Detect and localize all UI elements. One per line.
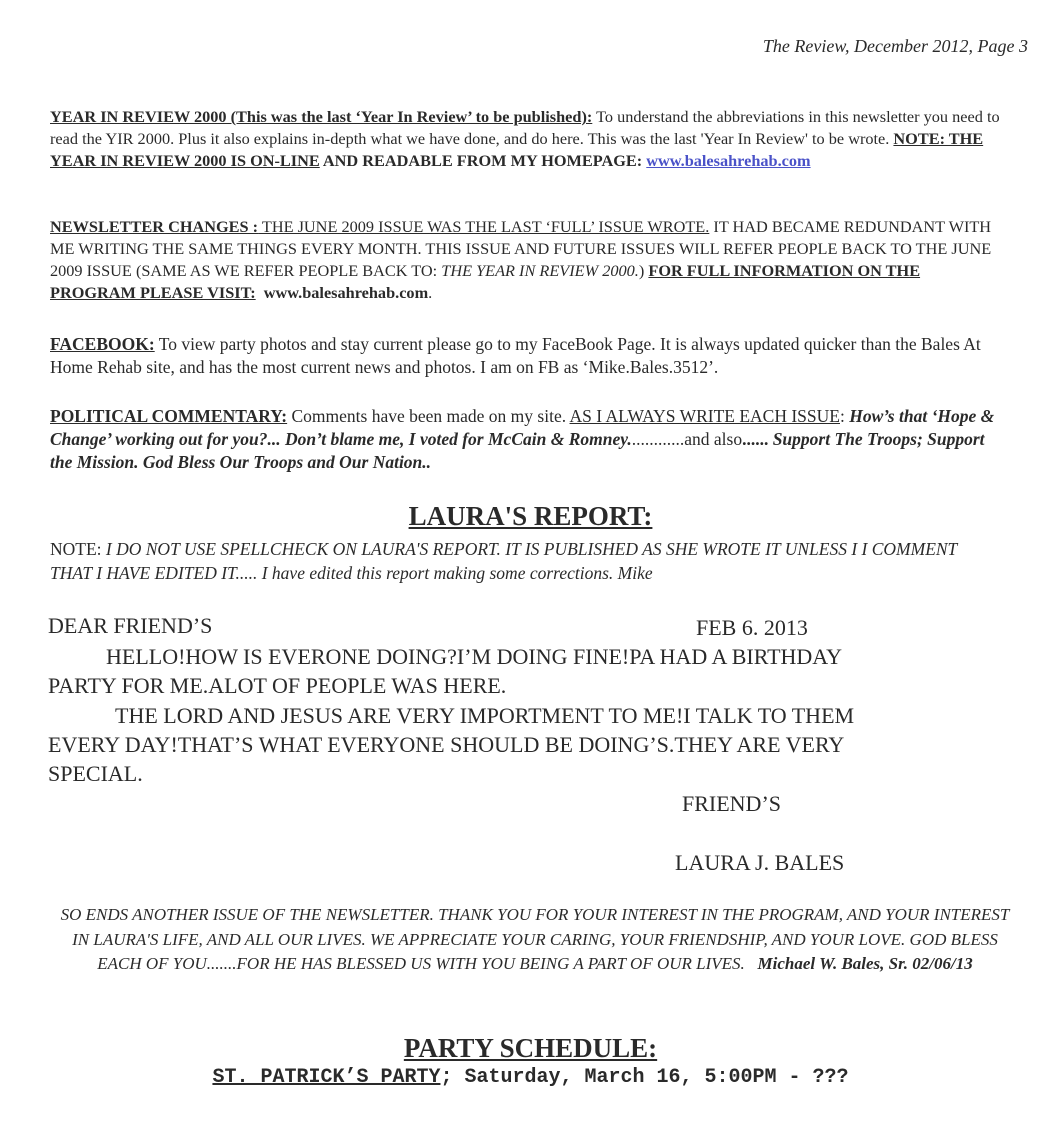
homepage-link[interactable]: www.balesahrehab.com (646, 151, 811, 170)
newsletter-changes-close: ) (638, 261, 649, 280)
party-event-line (0, 1066, 1061, 1089)
newsletter-changes-text: IT HAD BECAME REDUNDANT WITH ME WRITING THE SAME THINGS EVERY MONTH. THIS ISSUE AND FUTURE ISSUES WILL REFER PEOPLE BACK TO THE JUNE 2009 ISSUE (SAME AS WE REFER PEOPLE BACK TO: (50, 217, 992, 280)
year-in-review-note-rest: AND READABLE FROM MY HOMEPAGE: (319, 151, 647, 170)
closing-signature: Michael W. Bales, Sr. 02/06/13 (757, 954, 973, 973)
closing-paragraph (55, 903, 1015, 977)
year-in-review-paragraph (50, 106, 1000, 172)
note-text: I DO NOT USE SPELLCHECK ON LAURA'S REPORT. IT IS PUBLISHED AS SHE WROTE IT UNLESS I I COMMENT THAT I HAVE EDITED IT..... I have edited this report making some corrections. Mike (50, 539, 957, 583)
letter-signature: LAURA J. BALES (675, 850, 845, 875)
year-in-review-heading: YEAR IN REVIEW 2000 (This was the last ‘Year In Review’ to be published): (50, 107, 593, 126)
letter-line-5: SPECIAL. (48, 761, 143, 786)
political-colon: : (839, 406, 845, 426)
newsletter-changes-underlined: THE JUNE 2009 ISSUE WAS THE LAST ‘FULL’ ISSUE WROTE. (258, 217, 710, 236)
facebook-text: To view party photos and stay current please go to my FaceBook Page. It is always updated quicker than the Bales At Home Rehab site, and has the most current news and photos. I am on FB as ‘Mike.Bales.3512’. (50, 334, 981, 377)
party-event-details: ; Saturday, March 16, 5:00PM - ??? (440, 1066, 849, 1089)
letter-line-4: EVERY DAY!THAT’S WHAT EVERYONE SHOULD BE DOING’S.THEY ARE VERY (48, 732, 845, 757)
political-dots-2: ...... (742, 429, 773, 449)
letter-closing: FRIEND’S (682, 791, 782, 816)
lauras-report-note (50, 537, 1000, 585)
year-in-review-text: To understand the abbreviations in this newsletter you need to read the YIR 2000. Plus it also explains in-depth what we have done, and do here. This was the last 'Year In Review' to be wrote. (50, 107, 1000, 148)
letter-salutation: DEAR FRIEND’S (48, 613, 213, 638)
letter-date: FEB 6. 2013 (696, 615, 808, 640)
running-head: The Review, December 2012, Page 3 (762, 36, 1028, 56)
program-url: www.balesahrehab.com (263, 283, 429, 302)
political-underlined: AS I ALWAYS WRITE EACH ISSUE (569, 406, 840, 426)
letter-line-1: HELLO!HOW IS EVERONE DOING?I’M DOING FINE!PA HAD A BIRTHDAY (106, 644, 843, 669)
newsletter-changes-italic: THE YEAR IN REVIEW 2000. (441, 261, 639, 280)
facebook-paragraph (50, 333, 1000, 379)
newsletter-changes-heading: NEWSLETTER CHANGES : (50, 217, 259, 236)
political-commentary-paragraph (50, 405, 1000, 474)
newsletter-period: . (428, 283, 433, 302)
party-schedule-title: PARTY SCHEDULE: (403, 1033, 658, 1063)
political-heading: POLITICAL COMMENTARY: (50, 406, 288, 426)
year-in-review-note: NOTE: THE YEAR IN REVIEW 2000 IS ON-LINE (50, 129, 984, 170)
political-dots: ............and also (631, 429, 743, 449)
closing-text: SO ENDS ANOTHER ISSUE OF THE NEWSLETTER. THANK YOU FOR YOUR INTEREST IN THE PROGRAM, AND YOUR INTEREST IN LAURA'S LIFE, AND ALL OUR LIVES. WE APPRECIATE YOUR CARING, YOUR FRIENDSHIP, AND YOUR LOVE. GOD BLESS EACH OF YOU.......FOR HE HAS BLESSED US WITH YOU BEING A PART OF OUR LIVES. (60, 905, 1010, 973)
full-info-label: FOR FULL INFORMATION ON THE PROGRAM PLEASE VISIT: (50, 261, 921, 302)
lauras-report-title: LAURA'S REPORT: (408, 501, 653, 531)
political-italic-2: Support The Troops; Support the Mission. God Bless Our Troops and Our Nation.. (50, 429, 985, 472)
political-italic-1: How’s that ‘Hope & Change’ working out for you?... Don’t blame me, I voted for McCain & Romney. (50, 406, 995, 449)
facebook-heading: FACEBOOK: (50, 334, 155, 354)
letter-line-3: THE LORD AND JESUS ARE VERY IMPORTMENT TO ME!I TALK TO THEM (115, 703, 855, 728)
note-label: NOTE: (50, 539, 106, 559)
political-text: Comments have been made on my site. (287, 406, 570, 426)
party-event-name: ST. PATRICK’S PARTY (212, 1066, 441, 1089)
letter-line-2: PARTY FOR ME.ALOT OF PEOPLE WAS HERE. (48, 673, 507, 698)
newsletter-changes-paragraph (50, 216, 1000, 304)
